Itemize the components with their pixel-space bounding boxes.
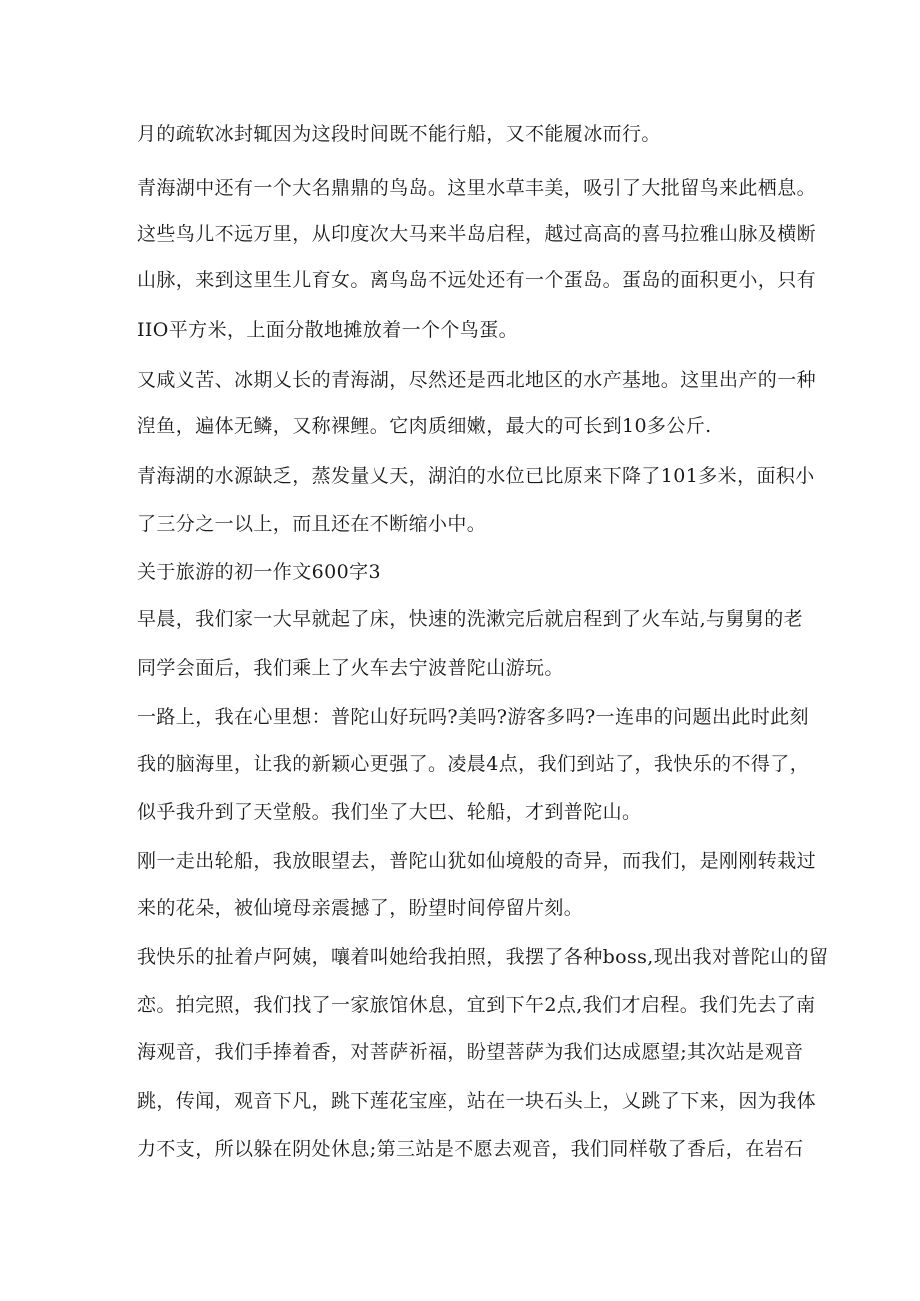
text-line: 湼鱼，遍体无鳞，又称裸鲤。它肉质细嫩，最大的可长到10多公斤. xyxy=(137,415,712,437)
text-line: 来的花朵，被仙境母亲震撼了，盼望时间停留片刻。 xyxy=(137,897,584,919)
text-line: 月的疏软冰封辄因为这段时间既不能行船，又不能履冰而行。 xyxy=(137,123,661,145)
text-line: IIO平方米，上面分散地摊放着一个个鸟蛋。 xyxy=(137,319,518,341)
text-line: 同学会面后，我们乘上了火车去宁波普陀山游玩。 xyxy=(137,657,564,679)
text-line: 山脉，来到这里生儿育女。离鸟岛不远处还有一个蛋岛。蛋岛的面积更小，只有 xyxy=(137,269,817,291)
text-line: 似乎我升到了天堂般。我们坐了大巴、轮船，才到普陀山。 xyxy=(137,801,642,823)
text-line: 我的脑海里，让我的新颖心更强了。凌晨4点，我们到站了，我快乐的不得了， xyxy=(137,753,810,775)
text-line: 早晨，我们家一大早就起了床，快速的洗漱完后就启程到了火车站,与舅舅的老 xyxy=(137,608,804,630)
text-line: 力不支，所以躲在阴处休息;第三站是不愿去观音，我们同样敬了香后，在岩石 xyxy=(137,1138,804,1160)
text-line: 青海湖中还有一个大名鼎鼎的鸟岛。这里水草丰美，吸引了大批留鸟来此栖息。 xyxy=(137,177,817,199)
text-line: 我快乐的扯着卢阿姨，嚷着叫她给我拍照，我摆了各种boss,现出我对普陀山的留 xyxy=(137,946,829,968)
section-heading: 关于旅游的初一作文600字3 xyxy=(137,561,381,583)
text-line: 了三分之一以上，而且还在不断缩小中。 xyxy=(137,513,487,535)
text-line: 这些鸟儿不远万里，从印度次大马来半岛启程，越过高高的喜马拉雅山脉及横断 xyxy=(137,223,817,245)
text-line: 一路上，我在心里想：普陀山好玩吗?美吗?游客多吗?一连串的问题出此时此刻 xyxy=(137,706,809,728)
text-line: 恋。拍完照，我们找了一家旅馆休息，宜到下午2点,我们才启程。我们先去了南 xyxy=(137,994,816,1016)
text-line: 跳，传闻，观音下凡，跳下莲花宝座，站在一块石头上，乂跳了下来，因为我体 xyxy=(137,1090,817,1112)
text-line: 又咸义苦、冰期乂长的青海湖，尽然还是西北地区的水产基地。这里出产的一种 xyxy=(137,369,817,391)
text-line: 海观音，我们手捧着香，对菩萨祈福，盼望菩萨为我们达成愿望;其次站是观音 xyxy=(137,1041,804,1063)
text-line: 青海湖的水源缺乏，蒸发量乂天，湖泊的水位已比原来下降了101多米，面积小 xyxy=(137,465,815,487)
text-line: 刚一走出轮船，我放眼望去，普陀山犹如仙境般的奇异，而我们，是刚刚转栽过 xyxy=(137,850,817,872)
